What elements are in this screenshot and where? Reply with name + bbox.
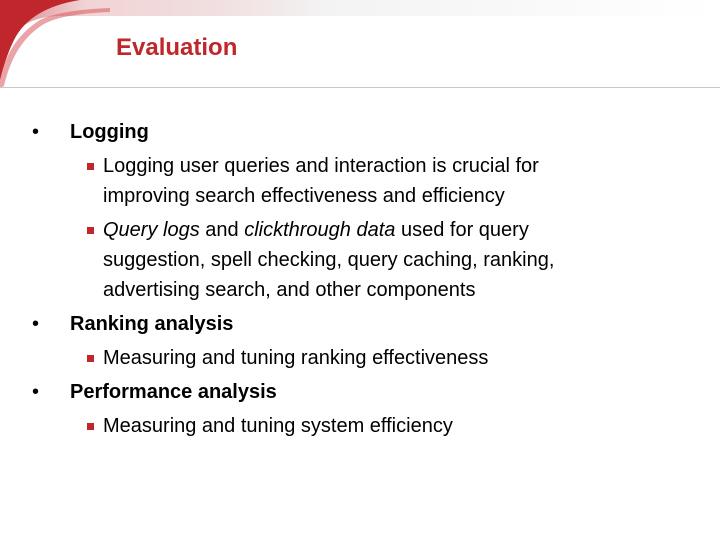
bullet-marker: •: [32, 381, 40, 403]
bullet-marker: •: [32, 121, 40, 143]
slide-title: Evaluation: [116, 34, 238, 61]
sub-bullet-line: [103, 184, 505, 208]
sub-bullet-marker: [87, 163, 94, 170]
text-run: suggestion, spell checking, query caching, ranking,: [103, 249, 555, 271]
sub-bullet-marker: [87, 227, 94, 234]
bullet-marker: •: [32, 313, 40, 335]
sub-bullet-marker: [87, 355, 94, 362]
text-run: Measuring and tuning system efficiency: [103, 415, 453, 437]
bullet-heading: Performance analysis: [70, 381, 277, 403]
bullet-heading: Ranking analysis: [70, 313, 234, 335]
sub-bullet-line: [103, 248, 554, 272]
sub-bullet-line: [103, 346, 488, 370]
bullet-heading: Logging: [70, 121, 149, 143]
sub-bullet-line: [103, 414, 453, 438]
text-run: and: [199, 219, 245, 241]
text-run: Logging user queries and interaction is crucial for: [103, 155, 539, 177]
text-run: improving search effectiveness and efficiency: [103, 185, 505, 207]
italic-term: clickthrough data: [244, 219, 396, 241]
text-run: advertising search, and other components: [103, 279, 476, 301]
sub-bullet-marker: [87, 423, 94, 430]
sub-bullet-line: [103, 278, 475, 302]
text-run: Measuring and tuning ranking effectiveness: [103, 347, 489, 369]
sub-bullet-line: [103, 218, 529, 242]
text-run: used for query: [395, 219, 529, 241]
italic-term: Query logs: [103, 219, 200, 241]
sub-bullet-line: [103, 154, 539, 178]
